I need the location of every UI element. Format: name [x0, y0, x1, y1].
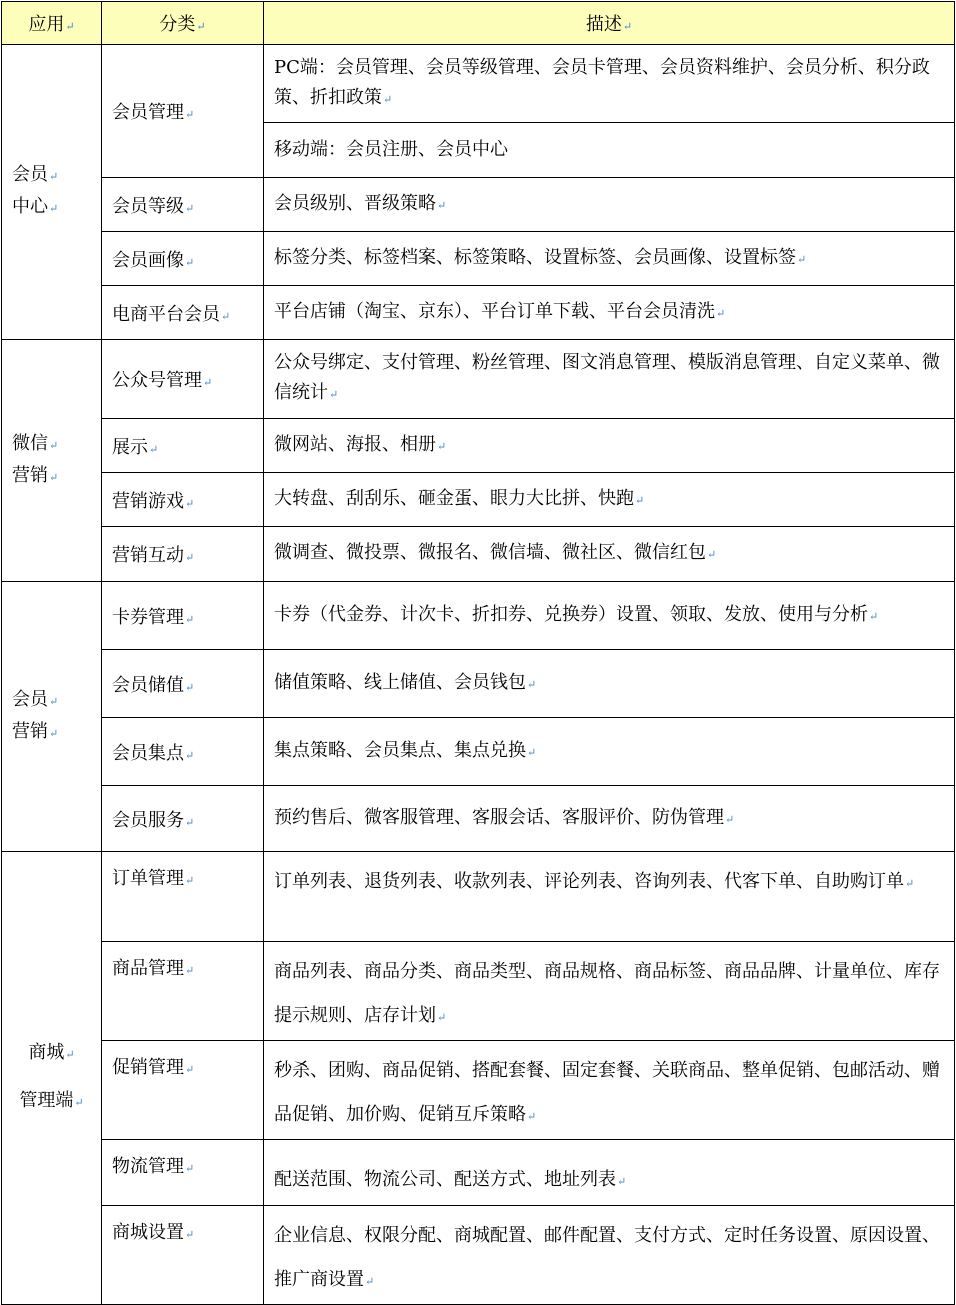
table-header-row	[2, 2, 955, 45]
app-wechat-marketing: 微信↵ 营销↵	[2, 340, 102, 582]
header-category: 分类↵	[102, 2, 264, 45]
category-cell: 会员集点↵	[102, 718, 264, 786]
category-cell: 会员服务↵	[102, 786, 264, 852]
description-cell: 微调查、微投票、微报名、微信墙、微社区、微信红包↵	[264, 527, 955, 582]
table-row	[2, 232, 955, 286]
category-cell: 商品管理↵	[102, 942, 264, 1041]
table-row	[2, 340, 955, 419]
description-cell: 储值策略、线上储值、会员钱包↵	[264, 650, 955, 718]
description-cell: 商品列表、商品分类、商品类型、商品规格、商品标签、商品品牌、计量单位、库存提示规则、店存计划↵	[264, 942, 955, 1041]
category-cell: 营销互动↵	[102, 527, 264, 582]
category-cell: 商城设置↵	[102, 1206, 264, 1305]
description-cell: 会员级别、晋级策略↵	[264, 178, 955, 232]
description-cell: 订单列表、退货列表、收款列表、评论列表、咨询列表、代客下单、自助购订单↵	[264, 852, 955, 942]
category-cell: 公众号管理↵	[102, 340, 264, 419]
table-row	[2, 718, 955, 786]
category-cell: 营销游戏↵	[102, 473, 264, 527]
description-cell: 秒杀、团购、商品促销、搭配套餐、固定套餐、关联商品、整单促销、包邮活动、赠品促销、加价购、促销互斥策略↵	[264, 1041, 955, 1140]
description-cell: 卡券（代金券、计次卡、折扣券、兑换券）设置、领取、发放、使用与分析↵	[264, 582, 955, 650]
app-member-center: 会员↵ 中心↵	[2, 45, 102, 340]
category-cell: 会员等级↵	[102, 178, 264, 232]
table-row	[2, 419, 955, 473]
description-cell: 大转盘、刮刮乐、砸金蛋、眼力大比拼、快跑↵	[264, 473, 955, 527]
table-row	[2, 286, 955, 340]
description-cell: 公众号绑定、支付管理、粉丝管理、图文消息管理、模版消息管理、自定义菜单、微信统计↵	[264, 340, 955, 419]
category-cell: 会员画像↵	[102, 232, 264, 286]
description-cell: 企业信息、权限分配、商城配置、邮件配置、支付方式、定时任务设置、原因设置、推广商设置↵	[264, 1206, 955, 1305]
description-cell: 微网站、海报、相册↵	[264, 419, 955, 473]
header-app: 应用↵	[2, 2, 102, 45]
category-cell: 会员管理↵	[102, 45, 264, 178]
table-row	[2, 45, 955, 123]
category-cell: 会员储值↵	[102, 650, 264, 718]
app-mall-admin: 商城↵ 管理端↵	[2, 852, 102, 1305]
category-cell: 订单管理↵	[102, 852, 264, 942]
description-cell: 标签分类、标签档案、标签策略、设置标签、会员画像、设置标签↵	[264, 232, 955, 286]
category-cell: 卡券管理↵	[102, 582, 264, 650]
table-row	[2, 582, 955, 650]
description-cell: PC端：会员管理、会员等级管理、会员卡管理、会员资料维护、会员分析、积分政策、折扣政策↵	[264, 45, 955, 123]
table-row	[2, 527, 955, 582]
feature-table	[1, 1, 955, 1305]
table-row	[2, 473, 955, 527]
table-row	[2, 650, 955, 718]
description-cell: 集点策略、会员集点、集点兑换↵	[264, 718, 955, 786]
app-member-marketing: 会员↵ 营销↵	[2, 582, 102, 852]
description-cell: 预约售后、微客服管理、客服会话、客服评价、防伪管理↵	[264, 786, 955, 852]
description-cell: 移动端：会员注册、会员中心	[264, 123, 955, 178]
table-row	[2, 178, 955, 232]
category-cell: 物流管理↵	[102, 1140, 264, 1206]
table-row	[2, 942, 955, 1041]
category-cell: 展示↵	[102, 419, 264, 473]
table-row	[2, 786, 955, 852]
category-cell: 促销管理↵	[102, 1041, 264, 1140]
table-row	[2, 1041, 955, 1140]
description-cell: 平台店铺（淘宝、京东）、平台订单下载、平台会员清洗↵	[264, 286, 955, 340]
category-cell: 电商平台会员↵	[102, 286, 264, 340]
table-row	[2, 852, 955, 942]
description-cell: 配送范围、物流公司、配送方式、地址列表↵	[264, 1140, 955, 1206]
table-row	[2, 1140, 955, 1206]
header-description: 描述↵	[264, 2, 955, 45]
